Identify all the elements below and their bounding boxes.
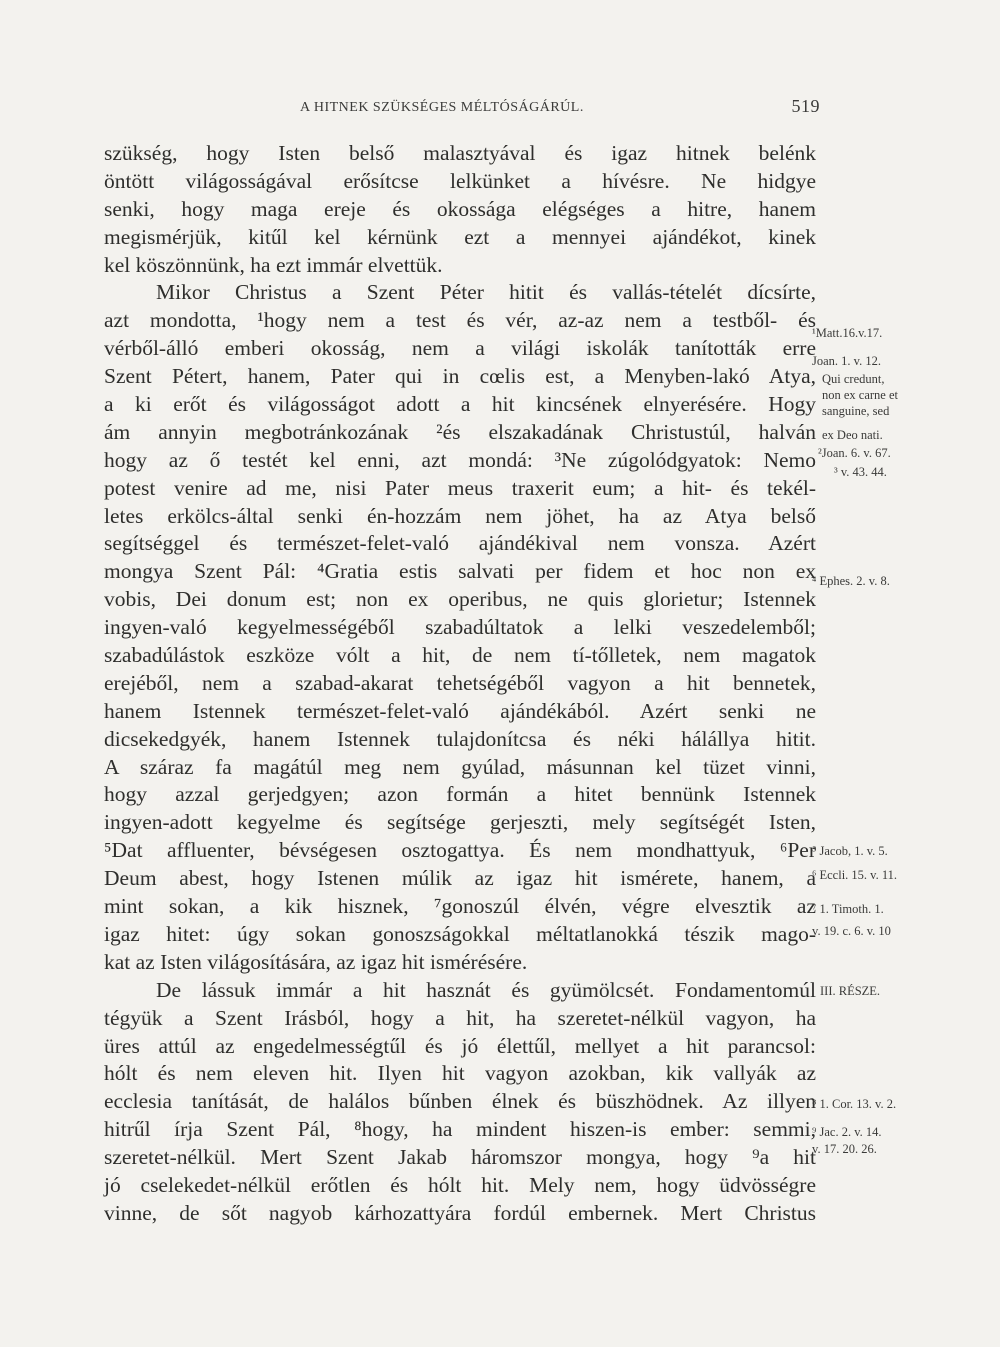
- margin-note: ⁷ 1. Timoth. 1.: [812, 902, 884, 916]
- text-line: hitrűl írja Szent Pál, ⁸hogy, ha mindent hiszen-is ember: semmi,: [104, 1117, 816, 1142]
- text-line: a ki erőt és világosságot adott a hit kincsének elnyerésére. Hogy: [104, 392, 816, 417]
- text-line: ingyen-való kegyelmességéből szabadúltatok a lelki veszedelemből;: [104, 615, 816, 640]
- text-line: szeretet-nélkül. Mert Szent Jakab háromszor mongya, hogy ⁹a hit: [104, 1145, 816, 1170]
- text-line: vobis, Dei donum est; non ex operibus, ne quis glorietur; Istennek: [104, 587, 816, 612]
- margin-note: III. RÉSZE.: [820, 984, 881, 998]
- text-line: mongya Szent Pál: ⁴Gratia estis salvati per fidem et hoc non ex: [104, 559, 816, 584]
- text-line: senki, hogy maga ereje és okossága elégséges a hitre, hanem: [104, 196, 816, 221]
- text-line: igaz hitet: úgy sokan gonoszságokkal méltatlanokká tészik mago-: [104, 921, 816, 946]
- text-line: Szent Pétert, hanem, Pater qui in cœlis est, a Menyben-lakó Atya,: [104, 364, 816, 389]
- text-line: ám annyin megbotránkozának ²és elszakadának Christustúl, halván: [104, 419, 816, 444]
- margin-note: ³ v. 43. 44.: [834, 465, 887, 479]
- margin-note: ⁸ 1. Cor. 13. v. 2.: [812, 1097, 897, 1111]
- text-line: öntött világosságával erősítcse lelkünket a hívésre. Ne hidgye: [104, 168, 816, 193]
- margin-note: ex Deo nati.: [822, 428, 883, 442]
- text-line: vinne, de sőt nagyob kárhozattyára fordúl embernek. Mert Christus: [104, 1200, 816, 1225]
- margin-note: Joan. 1. v. 12.: [812, 354, 881, 368]
- text-line: kel köszönnünk, ha ezt immár elvettük.: [104, 252, 443, 277]
- text-line: hólt és nem eleven hit. Ilyen hit vagyon azokban, kik vallyák az: [104, 1061, 816, 1086]
- text-line: tégyük a Szent Irásból, hogy a hit, ha szeretet-nélkül vagyon, ha: [104, 1005, 816, 1030]
- margin-note: ⁶ Eccli. 15. v. 11.: [812, 868, 898, 882]
- running-title: A HITNEK SZÜKSÉGES MÉLTÓSÁGÁRÚL.: [300, 100, 584, 115]
- margin-note: ⁹ Jac. 2. v. 14.: [812, 1125, 882, 1139]
- margin-note: ²Joan. 6. v. 67.: [818, 446, 891, 460]
- text-line: letes erkölcs-által senki én-hozzám nem jöhet, ha az Atya belső: [104, 503, 816, 528]
- text-line: vérből-álló emberi okosság, nem a világi iskolák tanították erre: [104, 336, 816, 361]
- margin-note: ⁴ Ephes. 2. v. 8.: [812, 574, 890, 588]
- text-line: kat az Isten világosítására, az igaz hit ismérésére.: [104, 949, 528, 974]
- margin-note: ⁵ Jacob, 1. v. 5.: [812, 844, 888, 858]
- text-line: Mikor Christus a Szent Péter hitit és vallás-tételét dícsírte,: [156, 280, 816, 305]
- text-line: ecclesia tanítását, de halálos bűnben élnek és büszhödnek. Az illyen: [104, 1089, 816, 1114]
- margin-note: Qui credunt,: [822, 372, 885, 386]
- margin-note: v. 19. c. 6. v. 10: [812, 924, 891, 938]
- text-line: üres attúl az engedelmességtűl és jó élettűl, mellyet a hit parancsol:: [104, 1033, 816, 1058]
- text-line: jó cselekedet-nélkül erőtlen és hólt hit. Mely nem, hogy üdvösségre: [104, 1172, 816, 1197]
- text-line: azt mondotta, ¹hogy nem a test és vér, az-az nem a testből- és: [104, 308, 816, 333]
- text-line: Deum abest, hogy Istenen múlik az igaz hit ismérete, hanem, a: [104, 866, 816, 891]
- text-line: szükség, hogy Isten belső malasztyával és igaz hitnek belénk: [104, 141, 816, 165]
- text-line: A száraz fa magátúl meg nem gyúlad, másunnan kel tüzet vinni,: [104, 754, 816, 779]
- text-line: hogy az ő testét kel enni, azt mondá: ³Ne zúgolódgyatok: Nemo: [104, 447, 816, 472]
- text-line: szabadúlástok eszköze vólt a hit, de nem tí-tőlletek, nem magatok: [104, 643, 816, 668]
- text-line: mint sokan, a kik hisznek, ⁷gonoszúl élvén, végre elvesztik az: [104, 894, 816, 919]
- text-line: hanem Istennek természet-felet-való ajándékából. Azért senki ne: [104, 698, 816, 723]
- margin-note: v. 17. 20. 26.: [812, 1142, 877, 1156]
- text-line: ⁵Dat affluenter, bévségesen osztogattya. És nem mondhattyuk, ⁶Per: [104, 838, 816, 863]
- text-line: segítséggel és természet-felet-való ajándékival nem vonsza. Azért: [104, 531, 816, 556]
- margin-note: non ex carne et: [822, 388, 899, 402]
- text-line: De lássuk immár a hit hasznát és gyümölcsét. Fondamentomúl: [156, 977, 816, 1002]
- margin-note: sanguine, sed: [822, 404, 890, 418]
- margin-note: ¹Matt.16.v.17.: [812, 326, 883, 340]
- text-line: dicsekedgyék, hanem Istennek tulajdonítcsa és néki hálállya hitit.: [104, 726, 816, 751]
- text-line: hogy azzal gerjedgyen; azon formán a hitet bennünk Istennek: [104, 782, 816, 807]
- body-text: [104, 140, 816, 1228]
- text-line: ingyen-adott kegyelme és segítsége gerjeszti, mely segítségét Isten,: [104, 810, 816, 835]
- text-line: erejéből, nem a szabad-akarat tehetségéből vagyon a hit bennetek,: [104, 670, 816, 695]
- text-line: potest venire ad me, nisi Pater meus traxerit eum; a hit- és tekél-: [104, 475, 816, 500]
- text-line: megismérjük, kitűl kel kérnünk ezt a mennyei ajándékot, kinek: [104, 224, 816, 249]
- page-number: 519: [791, 96, 820, 116]
